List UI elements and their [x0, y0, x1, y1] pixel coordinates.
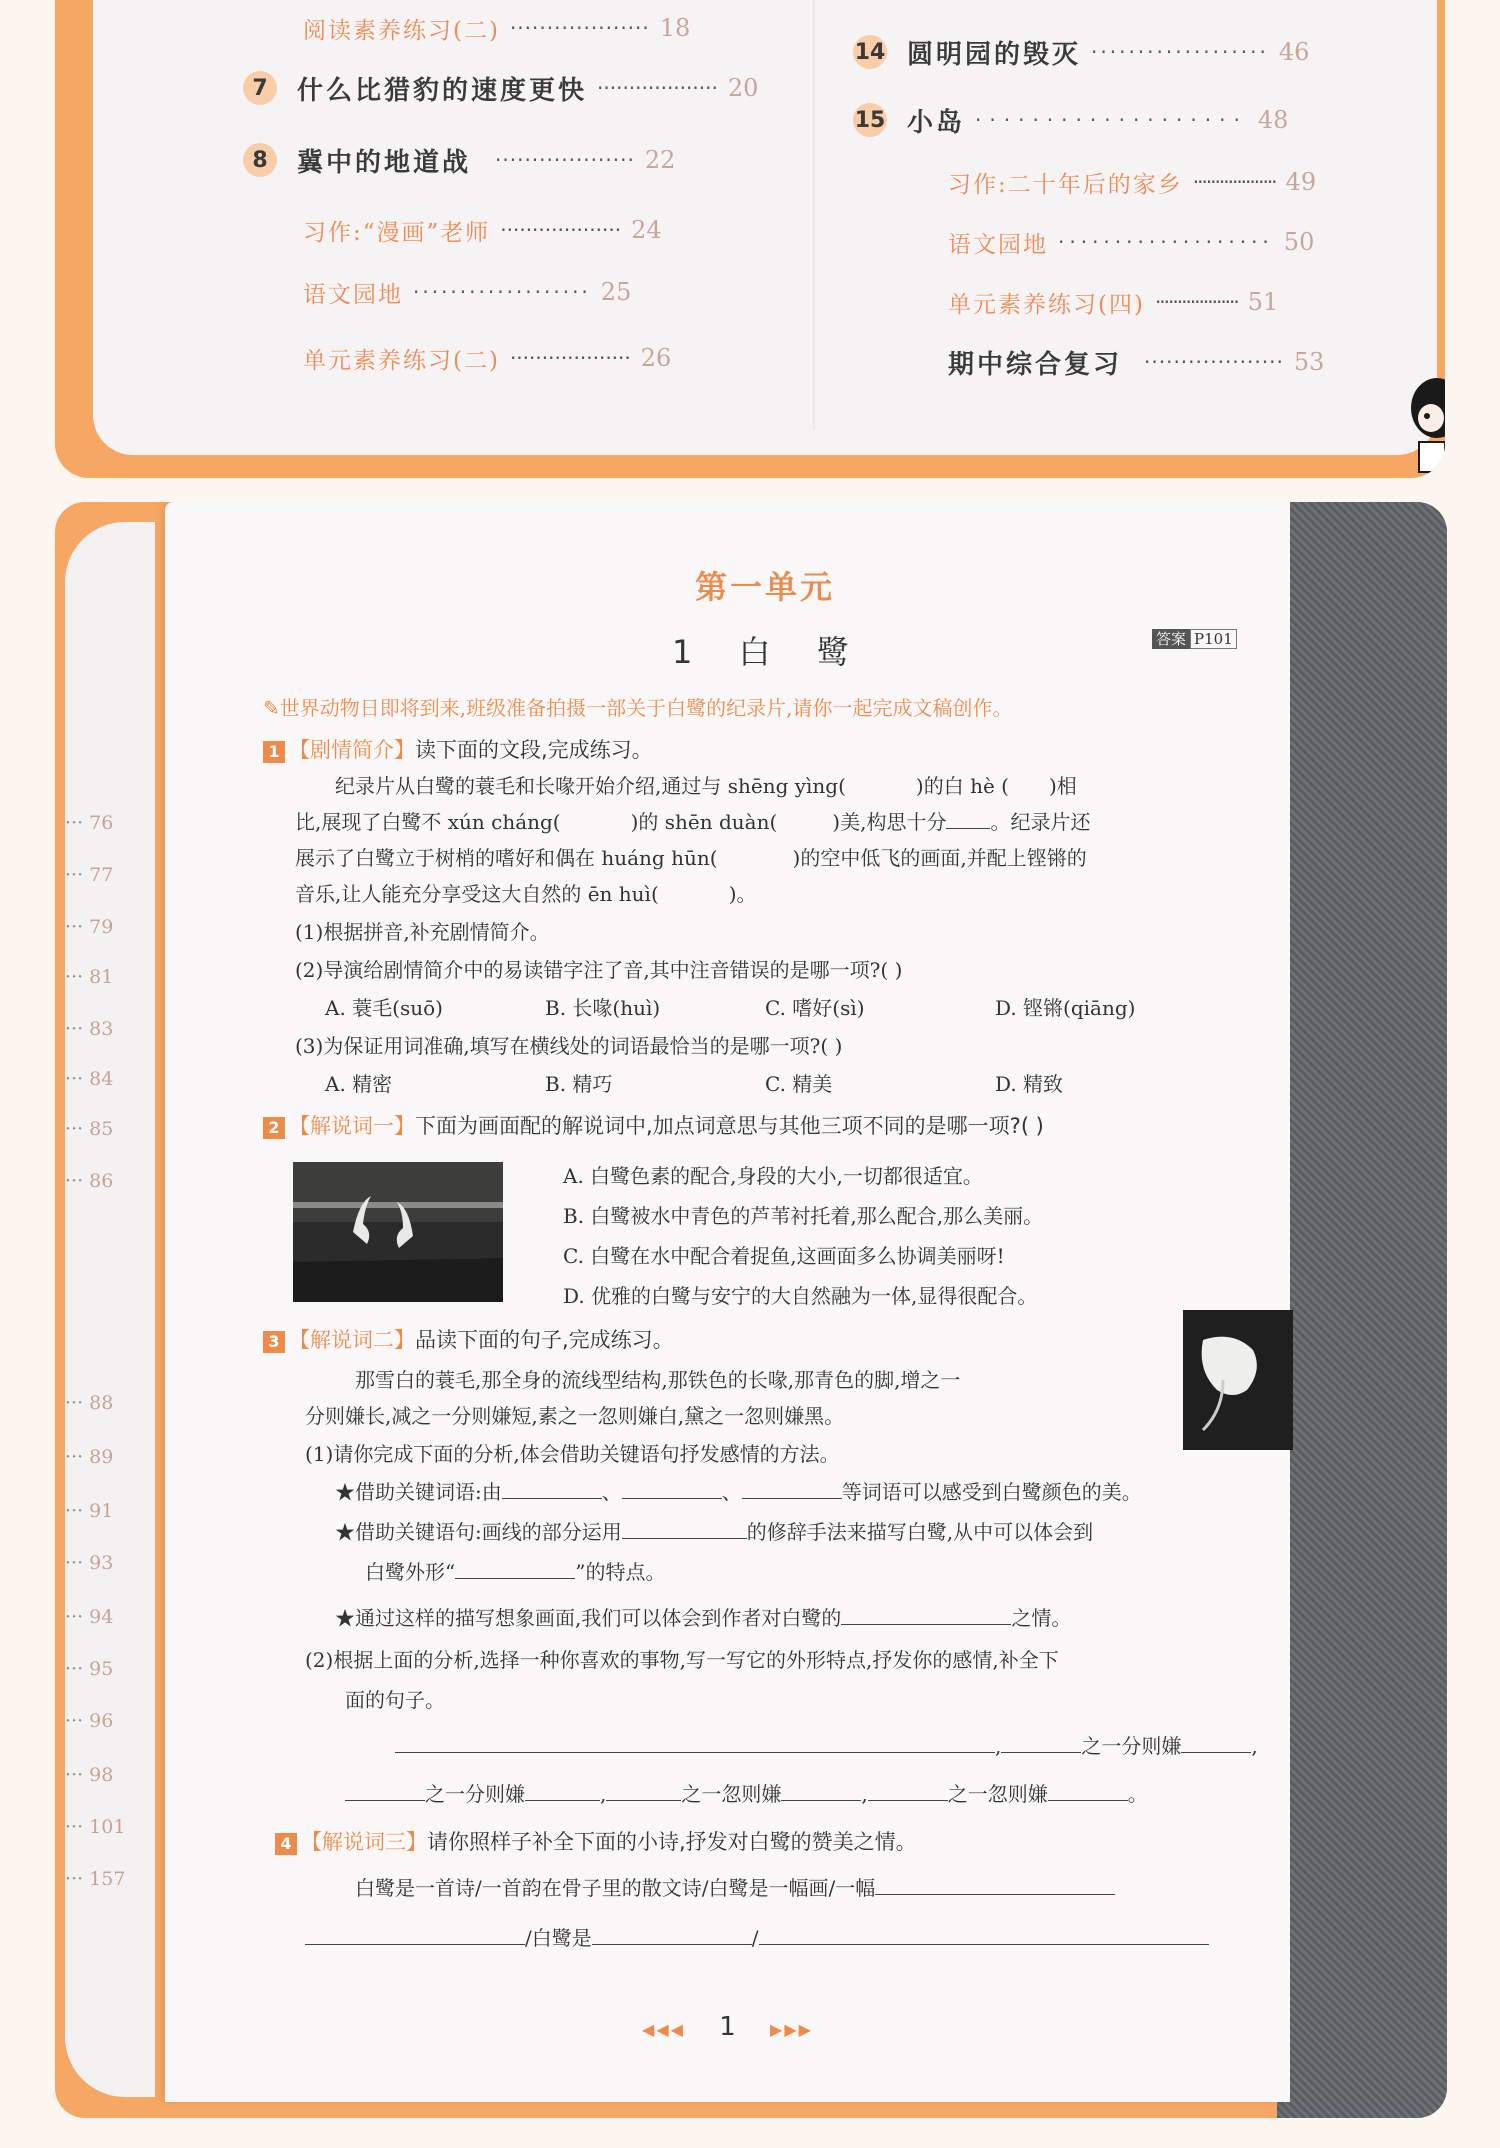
- section-title: 品读下面的句子,完成练习。: [415, 1328, 674, 1352]
- answer-page: P101: [1190, 629, 1237, 649]
- toc-entry[interactable]: [303, 8, 690, 48]
- section-tag: 【解说词三】: [301, 1830, 427, 1854]
- toc-page-number: 50: [1283, 228, 1315, 256]
- side-page-value: 101: [89, 1816, 126, 1838]
- toc-entry[interactable]: [948, 162, 1316, 202]
- analysis-text: 等词语可以感受到白鹭颜色的美。: [841, 1480, 1142, 1504]
- prev-arrows-icon: ◀◀◀: [642, 2020, 685, 2039]
- leader-dots: ···: [65, 1500, 90, 1522]
- passage-text: 比,展现了白鹭不 xún cháng(: [295, 810, 561, 834]
- answer-blank[interactable]: [606, 1780, 681, 1801]
- poem-line: [355, 1872, 1115, 1901]
- lesson-number-badge: 8: [243, 143, 277, 177]
- explanation-option-d[interactable]: D. 优雅的白鹭与安宁的大自然融为一体,显得很配合。: [563, 1284, 1038, 1308]
- toc-entry[interactable]: [243, 140, 675, 180]
- toc-entry-title: 语文园地: [303, 281, 403, 308]
- leader-dots: ···: [65, 1552, 90, 1574]
- passage-line: [295, 842, 1087, 871]
- leader-dots: ···: [65, 1118, 90, 1140]
- answer-blank[interactable]: [622, 1478, 722, 1499]
- separator: ,: [1251, 1734, 1258, 1758]
- analysis-line: [365, 1556, 665, 1585]
- passage-text: )相: [1048, 774, 1077, 798]
- toc-entry-title: 单元素养练习(二): [303, 347, 500, 374]
- toc-leader: ···················: [509, 16, 650, 40]
- answer-blank[interactable]: [395, 1732, 995, 1753]
- section-number: 4: [275, 1833, 297, 1855]
- option-b[interactable]: B. 精巧: [545, 1072, 613, 1096]
- pinyin-blank[interactable]: [718, 845, 793, 865]
- passage-line: [335, 770, 1077, 799]
- fabric-background: [1277, 502, 1447, 2118]
- toc-entry[interactable]: [303, 338, 671, 378]
- leader-dots: ···: [65, 966, 90, 988]
- section-tag: 【解说词二】: [289, 1328, 415, 1352]
- question-3-2-cont: 面的句子。: [345, 1688, 445, 1712]
- pinyin-blank[interactable]: [1009, 773, 1049, 793]
- passage-text: 音乐,让人能充分享受这大自然的 ēn huì(: [295, 882, 659, 906]
- answer-blank[interactable]: [759, 1924, 1209, 1945]
- leader-dots: ···: [65, 812, 90, 834]
- leader-dots: ···: [65, 1764, 90, 1786]
- toc-sheet: [93, 0, 1437, 455]
- intro-sentence: 世界动物日即将到来,班级准备拍摄一部关于白鹭的纪录片,请你一起完成文稿创作。: [279, 696, 1013, 720]
- toc-page-number: 25: [600, 278, 632, 306]
- toc-page-number: 53: [1293, 348, 1325, 376]
- side-page-value: 95: [89, 1658, 114, 1680]
- section-4-heading: [275, 1826, 917, 1856]
- separator: 、: [721, 1480, 742, 1504]
- side-page-value: 88: [89, 1392, 114, 1414]
- side-page-value: 77: [89, 864, 114, 886]
- pinyin-blank[interactable]: [659, 881, 729, 901]
- toc-page-number: 51: [1247, 288, 1279, 316]
- option-d[interactable]: D. 铿锵(qiāng): [995, 996, 1136, 1020]
- fill-in-text: 之一忽则嫌: [681, 1782, 782, 1806]
- toc-entry[interactable]: [303, 210, 662, 250]
- answer-blank[interactable]: [455, 1558, 575, 1579]
- answer-blank[interactable]: [305, 1924, 525, 1945]
- fill-in-text: 之一分则嫌: [425, 1782, 525, 1806]
- side-page-value: 84: [89, 1068, 114, 1090]
- answer-blank[interactable]: [345, 1780, 425, 1801]
- toc-entry-title: 阅读素养练习(二): [303, 17, 500, 44]
- toc-leader: ···················: [975, 108, 1248, 132]
- answer-blank[interactable]: [502, 1478, 602, 1499]
- lesson-title: 1 白 鹭: [672, 633, 867, 671]
- side-page-value: 76: [89, 812, 114, 834]
- analysis-line: [335, 1602, 1071, 1631]
- section-title: 读下面的文段,完成练习。: [415, 738, 653, 762]
- side-page-value: 86: [89, 1170, 114, 1192]
- passage-text: )的 shēn duàn(: [630, 810, 778, 834]
- question-1-3: (3)为保证用词准确,填写在横线处的词语最恰当的是哪一项?( ): [295, 1034, 843, 1058]
- egret-photo-1: [293, 1162, 503, 1302]
- leader-dots: ···: [65, 1446, 90, 1468]
- option-a[interactable]: A. 蓑毛(suō): [325, 996, 443, 1020]
- toc-entry-title: 什么比猎豹的速度更快: [297, 75, 588, 106]
- toc-entry-title: 习作:二十年后的家乡: [948, 171, 1183, 198]
- leader-dots: ···: [65, 1606, 90, 1628]
- leader-dots: ···: [65, 1018, 90, 1040]
- answer-blank[interactable]: [742, 1478, 842, 1499]
- leader-dots: ···: [65, 1392, 90, 1414]
- page-number: 1: [719, 2012, 736, 2042]
- question-3-2: (2)根据上面的分析,选择一种你喜欢的事物,写一写它的外形特点,抒发你的感情,补全下: [305, 1648, 1059, 1672]
- analysis-text: ”的特点。: [575, 1560, 666, 1584]
- section-title: 请你照样子补全下面的小诗,抒发对白鹭的赞美之情。: [427, 1830, 917, 1854]
- side-page-value: 83: [89, 1018, 114, 1040]
- toc-panel: [55, 0, 1445, 478]
- leader-dots: ···: [65, 1068, 90, 1090]
- toc-entry[interactable]: [948, 282, 1278, 322]
- toc-leader: ···················: [500, 218, 622, 242]
- explanation-option-b[interactable]: B. 白鹭被水中青色的芦苇衬托着,那么配合,那么美丽。: [563, 1204, 1044, 1228]
- analysis-text: 之情。: [1011, 1606, 1072, 1630]
- toc-leader: ···················: [1154, 290, 1238, 314]
- answer-label: 答案: [1152, 629, 1190, 649]
- passage-text: )的白 hè (: [915, 774, 1009, 798]
- analysis-text: ★借助关键语句:画线的部分运用: [335, 1520, 622, 1544]
- poem-line: [305, 1922, 1209, 1951]
- toc-entry[interactable]: [948, 342, 1324, 382]
- answer-blank[interactable]: [1048, 1780, 1128, 1801]
- pinyin-blank[interactable]: [777, 809, 832, 829]
- section-3-heading: [263, 1324, 674, 1354]
- workbook-panel: [55, 502, 1447, 2118]
- side-page-value: 98: [89, 1764, 114, 1786]
- separator: ,: [995, 1734, 1002, 1758]
- toc-entry[interactable]: [853, 32, 1309, 72]
- separator: ,: [861, 1782, 868, 1806]
- lesson-number-badge: 15: [853, 103, 887, 137]
- toc-entry[interactable]: [303, 272, 631, 312]
- answer-blank[interactable]: [841, 1604, 1011, 1625]
- answer-blank[interactable]: [875, 1874, 1115, 1895]
- fill-in-text: 之一忽则嫌: [947, 1782, 1048, 1806]
- side-page-value: 91: [89, 1500, 114, 1522]
- toc-leader: ···················: [1192, 170, 1276, 194]
- leader-dots: ···: [65, 1710, 90, 1732]
- section-number: 1: [263, 741, 285, 763]
- explanation-option-a[interactable]: A. 白鹭色素的配合,身段的大小,一切都很适宜。: [563, 1164, 983, 1188]
- section-title: 下面为画面配的解说词中,加点词意思与其他三项不同的是哪一项?( ): [415, 1114, 1044, 1138]
- answer-blank[interactable]: [525, 1780, 600, 1801]
- analysis-text: 的修辞手法来描写白鹭,从中可以体会到: [746, 1520, 1094, 1544]
- toc-leader: ···················: [495, 148, 635, 172]
- leader-dots: ···: [65, 1816, 90, 1838]
- toc-entry-title: 圆明园的毁灭: [907, 39, 1082, 70]
- passage-text: )。: [728, 882, 757, 906]
- section-number: 2: [263, 1117, 285, 1139]
- leader-dots: ···: [65, 1658, 90, 1680]
- toc-page-number: 24: [631, 216, 662, 244]
- analysis-line: [335, 1516, 1093, 1545]
- toc-page-number: 26: [640, 344, 672, 372]
- leader-dots: ···: [65, 1170, 90, 1192]
- toc-leader: ···················: [1091, 40, 1269, 64]
- fill-in-line: [345, 1778, 1148, 1807]
- quote-line: 那雪白的蓑毛,那全身的流线型结构,那铁色的长喙,那青色的脚,增之一: [355, 1368, 961, 1392]
- section-tag: 【剧情简介】: [289, 738, 415, 762]
- separator: 、: [601, 1480, 622, 1504]
- side-page-value: 157: [89, 1868, 126, 1890]
- explanation-option-c[interactable]: C. 白鹭在水中配合着捉鱼,这画面多么协调美丽呀!: [563, 1244, 1005, 1268]
- side-page-value: 96: [89, 1710, 114, 1732]
- side-page-value: 85: [89, 1118, 114, 1140]
- toc-divider: [813, 0, 815, 430]
- section-2-heading: [263, 1110, 1044, 1140]
- quote-line: 分则嫌长,减之一分则嫌短,素之一忽则嫌白,黛之一忽则嫌黑。: [305, 1404, 845, 1428]
- answer-blank[interactable]: [781, 1780, 861, 1801]
- next-arrows-icon: ▶▶▶: [770, 2020, 813, 2039]
- side-page-value: 81: [89, 966, 114, 988]
- option-b[interactable]: B. 长喙(huì): [545, 996, 661, 1020]
- egret-photo-2: [1183, 1310, 1293, 1450]
- toc-entry-title: 习作:“漫画”老师: [303, 219, 491, 246]
- pinyin-blank[interactable]: [561, 809, 631, 829]
- answer-blank[interactable]: [1001, 1732, 1081, 1753]
- side-page-value: 93: [89, 1552, 114, 1574]
- option-c[interactable]: C. 精美: [765, 1072, 833, 1096]
- question-1-2: (2)导演给剧情简介中的易读错字注了音,其中注音错误的是哪一项?( ): [295, 958, 903, 982]
- toc-leader: ···················: [413, 280, 591, 304]
- toc-entry-title: 单元素养练习(四): [948, 291, 1145, 318]
- toc-page-number: 22: [644, 146, 676, 174]
- toc-entry[interactable]: [243, 68, 758, 108]
- side-page-value: 79: [89, 916, 114, 938]
- side-page-value: 94: [89, 1606, 114, 1628]
- intro-text: ✎世界动物日即将到来,班级准备拍摄一部关于白鹭的纪录片,请你一起完成文稿创作。: [263, 696, 1013, 720]
- option-d[interactable]: D. 精致: [995, 1072, 1064, 1096]
- passage-text: 纪录片从白鹭的蓑毛和长喙开始介绍,通过与 shēng yìng(: [335, 774, 846, 798]
- toc-leader: ···················: [1144, 350, 1284, 374]
- unit-title: 第一单元: [695, 568, 836, 606]
- toc-page-number: 20: [727, 74, 759, 102]
- leader-dots: ···: [65, 916, 90, 938]
- pinyin-blank[interactable]: [846, 773, 916, 793]
- toc-page-number: 46: [1278, 38, 1310, 66]
- poem-text: 白鹭是一首诗/一首韵在骨子里的散文诗/白鹭是一幅画/一幅: [355, 1876, 876, 1900]
- passage-text: )的空中低飞的画面,并配上铿锵的: [792, 846, 1087, 870]
- toc-page-number: 49: [1285, 168, 1317, 196]
- answer-reference[interactable]: [1152, 628, 1237, 649]
- poem-text: /白鹭是: [525, 1926, 592, 1950]
- option-a[interactable]: A. 精密: [325, 1072, 393, 1096]
- workbook-page: [165, 502, 1290, 2102]
- toc-leader: ···················: [1058, 230, 1274, 254]
- fill-in-line: [395, 1730, 1258, 1759]
- lesson-number-badge: 7: [243, 71, 277, 105]
- passage-text: )美,构思十分: [832, 810, 947, 834]
- toc-entry-title: 冀中的地道战: [297, 147, 472, 178]
- section-1-heading: [263, 734, 653, 764]
- question-1-1: (1)根据拼音,补充剧情简介。: [295, 920, 550, 944]
- toc-page-number: 18: [659, 14, 691, 42]
- answer-blank[interactable]: [622, 1518, 747, 1539]
- answer-blank[interactable]: [1181, 1732, 1251, 1753]
- toc-leader: ···················: [597, 76, 718, 100]
- analysis-line: [335, 1476, 1142, 1505]
- question-3-1: (1)请你完成下面的分析,体会借助关键语句抒发感情的方法。: [305, 1442, 840, 1466]
- leader-dots: ···: [65, 1868, 90, 1890]
- toc-leader: ···················: [509, 346, 631, 370]
- separator: 。: [1127, 1782, 1148, 1806]
- toc-entry[interactable]: [853, 100, 1288, 140]
- separator: ,: [600, 1782, 607, 1806]
- answer-blank[interactable]: [592, 1924, 752, 1945]
- passage-line: [295, 878, 757, 907]
- analysis-text: ★通过这样的描写想象画面,我们可以体会到作者对白鹭的: [335, 1606, 842, 1630]
- toc-entry[interactable]: [948, 222, 1314, 262]
- toc-entry-title: 小岛: [907, 107, 966, 138]
- toc-entry-title: 期中综合复习: [948, 349, 1123, 380]
- answer-blank[interactable]: [868, 1780, 948, 1801]
- analysis-text: ★借助关键词语:由: [335, 1480, 502, 1504]
- toc-entry-title: 语文园地: [948, 231, 1048, 258]
- passage-line: [295, 806, 1090, 835]
- toc-page-number: 48: [1257, 106, 1289, 134]
- passage-text: 。纪录片还: [990, 810, 1091, 834]
- option-c[interactable]: C. 嗜好(sì): [765, 996, 865, 1020]
- section-number: 3: [263, 1331, 285, 1353]
- section-tag: 【解说词一】: [289, 1114, 415, 1138]
- leader-dots: ···: [65, 864, 90, 886]
- lesson-number-badge: 14: [853, 35, 887, 69]
- word-blank[interactable]: [946, 808, 990, 829]
- page-footer: [165, 2012, 1290, 2042]
- passage-text: 展示了白鹭立于树梢的嗜好和偶在 huáng hūn(: [295, 846, 718, 870]
- mascot-illustration: [1397, 370, 1445, 478]
- poem-text: /: [751, 1926, 759, 1950]
- analysis-text: 白鹭外形“: [365, 1560, 456, 1584]
- fill-in-text: 之一分则嫌: [1081, 1734, 1182, 1758]
- side-page-value: 89: [89, 1446, 114, 1468]
